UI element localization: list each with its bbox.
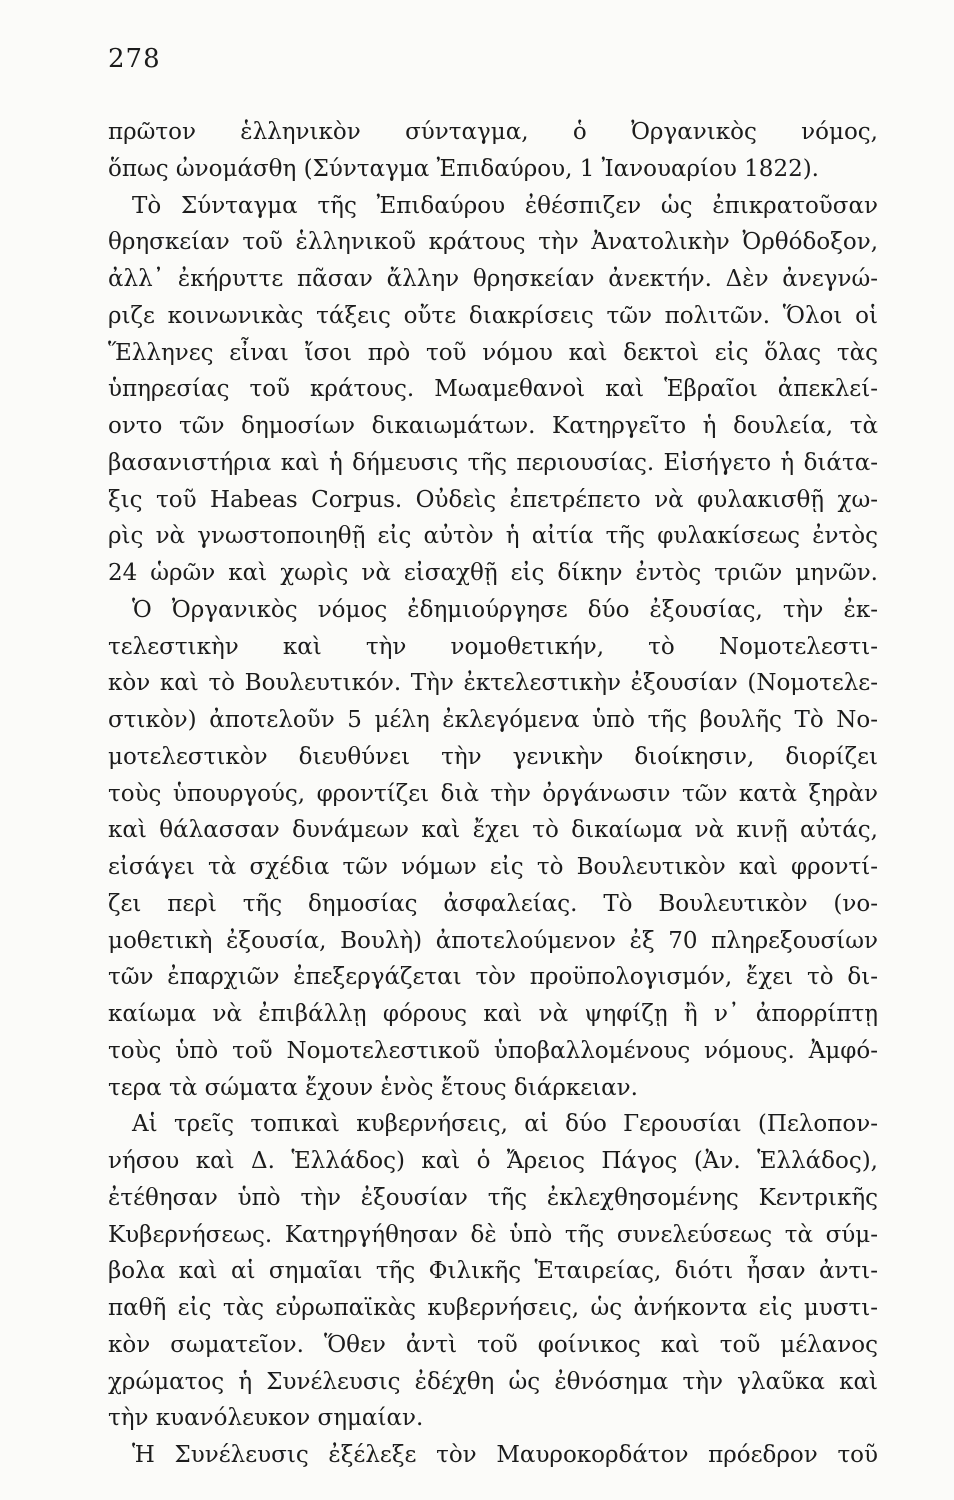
- text-line: κὸν καὶ τὸ Βουλευτικόν. Τὴν ἐκτελεστικὴν ἐξουσίαν (Νομοτελε-: [108, 670, 878, 697]
- text-line: νήσου καὶ Δ. Ἑλλάδος) καὶ ὁ Ἄρειος Πάγος (Ἀν. Ἑλλάδος),: [108, 1148, 878, 1174]
- text-line: χρώματος ἡ Συνέλευσις ἐδέχθη ὡς ἐθνόσημα τὴν γλαῦκα καὶ: [108, 1368, 878, 1395]
- text-line: ξις τοῦ Habeas Corpus. Οὐδεὶς ἐπετρέπετο νὰ φυλακισθῇ χω-: [108, 486, 878, 513]
- text-line: κὸν σωματεῖον. Ὅθεν ἀντὶ τοῦ φοίνικος καὶ τοῦ μέλανος: [108, 1331, 878, 1358]
- page-number: 278: [108, 44, 161, 74]
- text-line: εἰσάγει τὰ σχέδια τῶν νόμων εἰς τὸ Βουλευτικὸν καὶ φροντί-: [108, 854, 878, 880]
- text-line: ὑπηρεσίας τοῦ κράτους. Μωαμεθανοὶ καὶ Ἑβραῖοι ἀπεκλεί-: [108, 376, 878, 403]
- text-line: ἀλλ᾽ ἐκήρυττε πᾶσαν ἄλλην θρησκείαν ἀνεκτήν. Δὲν ἀνεγνώ-: [108, 266, 878, 292]
- text-line: τοὺς ὑπουργούς, φροντίζει διὰ τὴν ὀργάνωσιν τῶν κατὰ ξηρὰν: [108, 780, 878, 807]
- text-line: Ἡ Συνέλευσις ἐξέλεξε τὸν Μαυροκορδάτον πρόεδρον τοῦ: [132, 1442, 878, 1468]
- text-line: ρὶς νὰ γνωστοποιηθῇ εἰς αὐτὸν ἡ αἰτία τῆς φυλακίσεως ἐντὸς: [108, 523, 878, 550]
- body-text: [108, 114, 878, 1474]
- text-line: παθῆ εἰς τὰς εὐρωπαϊκὰς κυβερνήσεις, ὡς ἀνήκοντα εἰς μυστι-: [108, 1295, 878, 1321]
- text-line: Αἱ τρεῖς τοπικαὶ κυβερνήσεις, αἱ δύο Γερουσίαι (Πελοπον-: [132, 1111, 878, 1138]
- text-line: καὶ θάλασσαν δυνάμεων καὶ ἔχει τὸ δικαίωμα νὰ κινῇ αὐτάς,: [108, 817, 878, 844]
- text-line: Ἕλληνες εἶναι ἴσοι πρὸ τοῦ νόμου καὶ δεκτοὶ εἰς ὅλας τὰς: [108, 339, 878, 366]
- text-line: βασανιστήρια καὶ ἡ δήμευσις τῆς περιουσίας. Εἰσήγετο ἡ διάτα-: [108, 449, 878, 476]
- text-line: τελεστικὴν καὶ τὴν νομοθετικήν, τὸ Νομοτελεστι-: [108, 633, 878, 660]
- text-line: πρῶτον ἑλληνικὸν σύνταγμα, ὁ Ὀργανικὸς νόμος,: [108, 119, 878, 145]
- text-line: ὅπως ὠνομάσθη (Σύνταγμα Ἐπιδαύρου, 1 Ἰανουαρίου 1822).: [108, 155, 819, 182]
- text-line: 24 ὡρῶν καὶ χωρὶς νὰ εἰσαχθῇ εἰς δίκην ἐντὸς τριῶν μηνῶν.: [108, 560, 878, 586]
- text-line: τὴν κυανόλευκον σημαίαν.: [108, 1405, 424, 1432]
- text-line: στικὸν) ἀποτελοῦν 5 μέλη ἐκλεγόμενα ὑπὸ τῆς βουλῆς Τὸ Νο-: [108, 707, 878, 733]
- text-line: βολα καὶ αἱ σημαῖαι τῆς Φιλικῆς Ἑταιρείας, διότι ἦσαν ἀντι-: [108, 1258, 878, 1285]
- text-line: μοθετικὴ ἐξουσία, Βουλὴ) ἀποτελούμενον ἐξ 70 πληρεξουσίων: [108, 927, 878, 954]
- text-line: Κυβερνήσεως. Κατηργήθησαν δὲ ὑπὸ τῆς συνελεύσεως τὰ σύμ-: [108, 1221, 878, 1248]
- text-line: μοτελεστικὸν διευθύνει τὴν γενικὴν διοίκησιν, διορίζει: [108, 743, 878, 770]
- text-line: τῶν ἐπαρχιῶν ἐπεξεργάζεται τὸν προϋπολογισμόν, ἔχει τὸ δι-: [108, 964, 878, 991]
- text-line: καίωμα νὰ ἐπιβάλλῃ φόρους καὶ νὰ ψηφίζῃ ἢ ν᾽ ἀπορρίπτῃ: [108, 1001, 878, 1027]
- text-line: ριζε κοινωνικὰς τάξεις οὔτε διακρίσεις τῶν πολιτῶν. Ὅλοι οἱ: [108, 302, 878, 329]
- text-line: Ὁ Ὀργανικὸς νόμος ἐδημιούργησε δύο ἐξουσίας, τὴν ἐκ-: [132, 596, 878, 623]
- text-line: θρησκείαν τοῦ ἑλληνικοῦ κράτους τὴν Ἀνατολικὴν Ὀρθόδοξον,: [108, 229, 878, 256]
- text-line: Τὸ Σύνταγμα τῆς Ἐπιδαύρου ἐθέσπιζεν ὡς ἐπικρατοῦσαν: [132, 192, 878, 219]
- text-line: ἐτέθησαν ὑπὸ τὴν ἐξουσίαν τῆς ἐκλεχθησομένης Κεντρικῆς: [108, 1184, 878, 1211]
- text-line: τοὺς ὑπὸ τοῦ Νομοτελεστικοῦ ὑποβαλλομένους νόμους. Ἀμφό-: [108, 1037, 878, 1064]
- text-line: οντο τῶν δημοσίων δικαιωμάτων. Κατηργεῖτο ἡ δουλεία, τὰ: [108, 413, 878, 439]
- text-line: ζει περὶ τῆς δημοσίας ἀσφαλείας. Τὸ Βουλευτικὸν (νο-: [108, 890, 878, 917]
- text-line: τερα τὰ σώματα ἔχουν ἑνὸς ἔτους διάρκειαν.: [108, 1074, 638, 1101]
